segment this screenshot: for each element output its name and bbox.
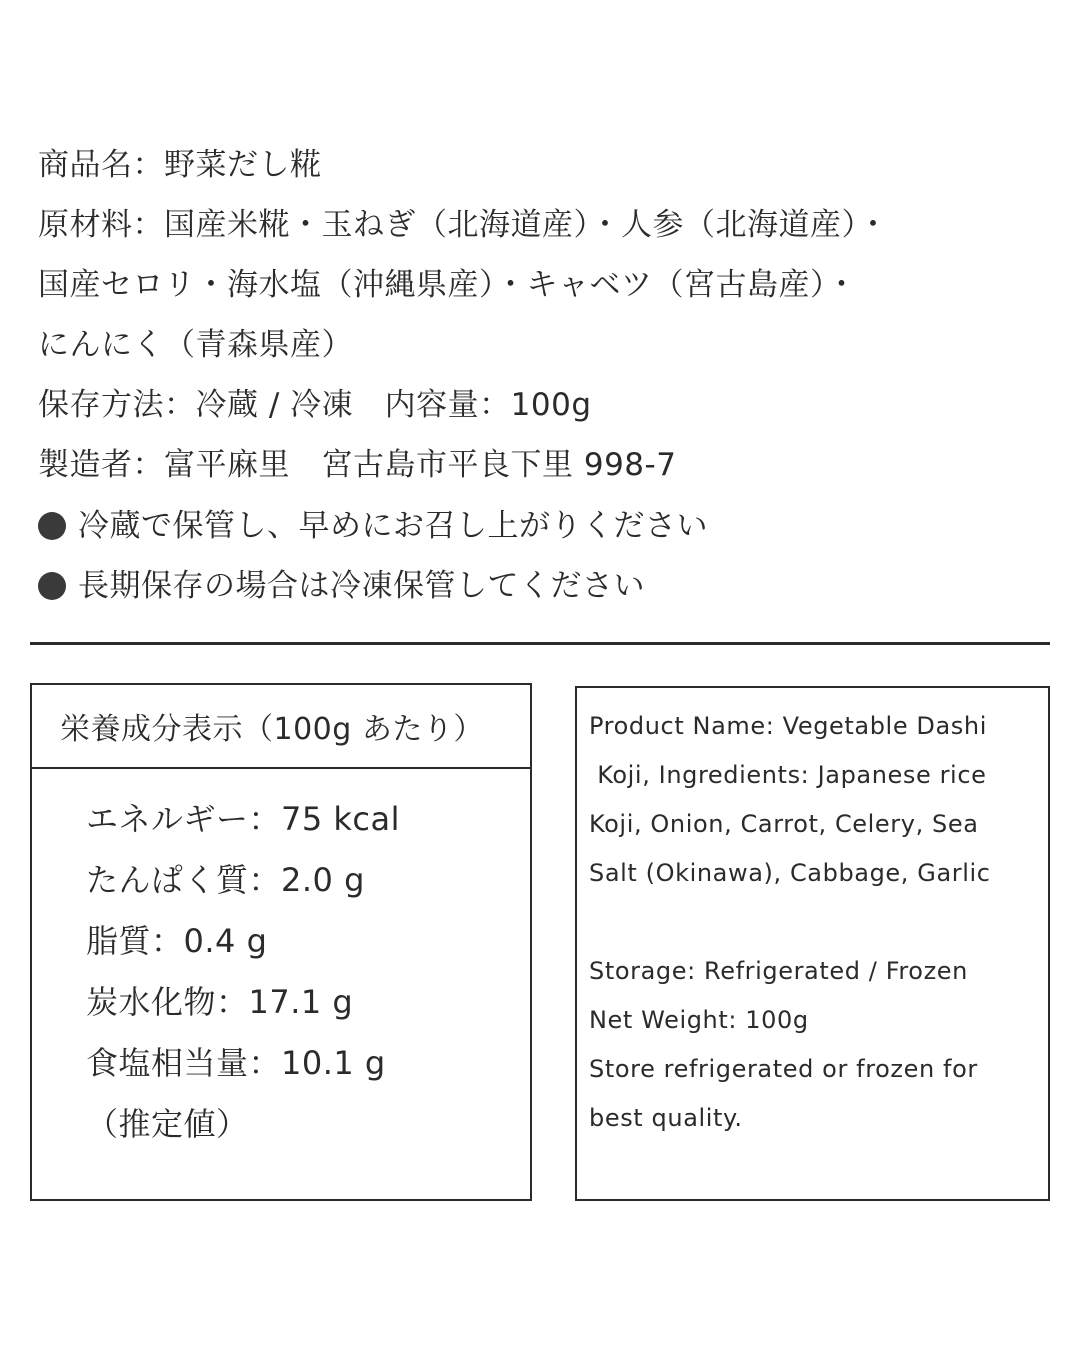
product-name-line: 商品名：野菜だし糀 [38,147,322,183]
english-line: Salt (Okinawa), Cabbage, Garlic [589,859,991,887]
storage-weight-line: 保存方法：冷蔵 / 冷凍 内容量：100g [38,387,592,423]
bullet-icon [38,572,66,600]
nutrition-facts-box [30,683,532,1201]
nutrition-salt: 食塩相当量：10.1 g [86,1044,386,1082]
manufacturer-line: 製造者：富平麻里 宮古島市平良下里 998-7 [38,447,677,483]
note-text: 冷蔵で保管し、早めにお召し上がりください [78,508,708,544]
english-line: Koji, Ingredients: Japanese rice [589,761,987,789]
note-text: 長期保存の場合は冷凍保管してください [78,568,645,604]
english-text [577,688,1048,1143]
nutrition-list [32,769,530,1155]
english-line: Product Name: Vegetable Dashi [589,712,987,740]
english-info-box [575,686,1050,1201]
english-line: best quality. [589,1104,743,1132]
nutrition-fat: 脂質：0.4 g [86,922,268,960]
nutrition-carbohydrate: 炭水化物：17.1 g [86,983,354,1021]
nutrition-title: 栄養成分表示（100g あたり） [32,685,530,769]
english-line: Storage: Refrigerated / Frozen [589,957,968,985]
ingredients-line-2: 国産セロリ・海水塩（沖縄県産）・キャベツ（宮古島産）・ [38,267,858,303]
nutrition-protein: たんぱく質：2.0 g [86,861,365,899]
nutrition-energy: エネルギー：75 kcal [86,800,401,838]
english-line: Koji, Onion, Carrot, Celery, Sea [589,810,979,838]
note-refrigerate [38,506,708,546]
ingredients-line-1: 原材料：国産米糀・玉ねぎ（北海道産）・人参（北海道産）・ [38,207,889,243]
note-freeze [38,566,645,606]
section-divider [30,642,1050,645]
paragraph-gap [589,898,1036,947]
nutrition-estimate-note: （推定値） [86,1105,249,1143]
bullet-icon [38,512,66,540]
ingredients-line-3: にんにく（青森県産） [38,327,353,363]
english-line: Store refrigerated or frozen for [589,1055,978,1083]
english-line: Net Weight: 100g [589,1006,809,1034]
